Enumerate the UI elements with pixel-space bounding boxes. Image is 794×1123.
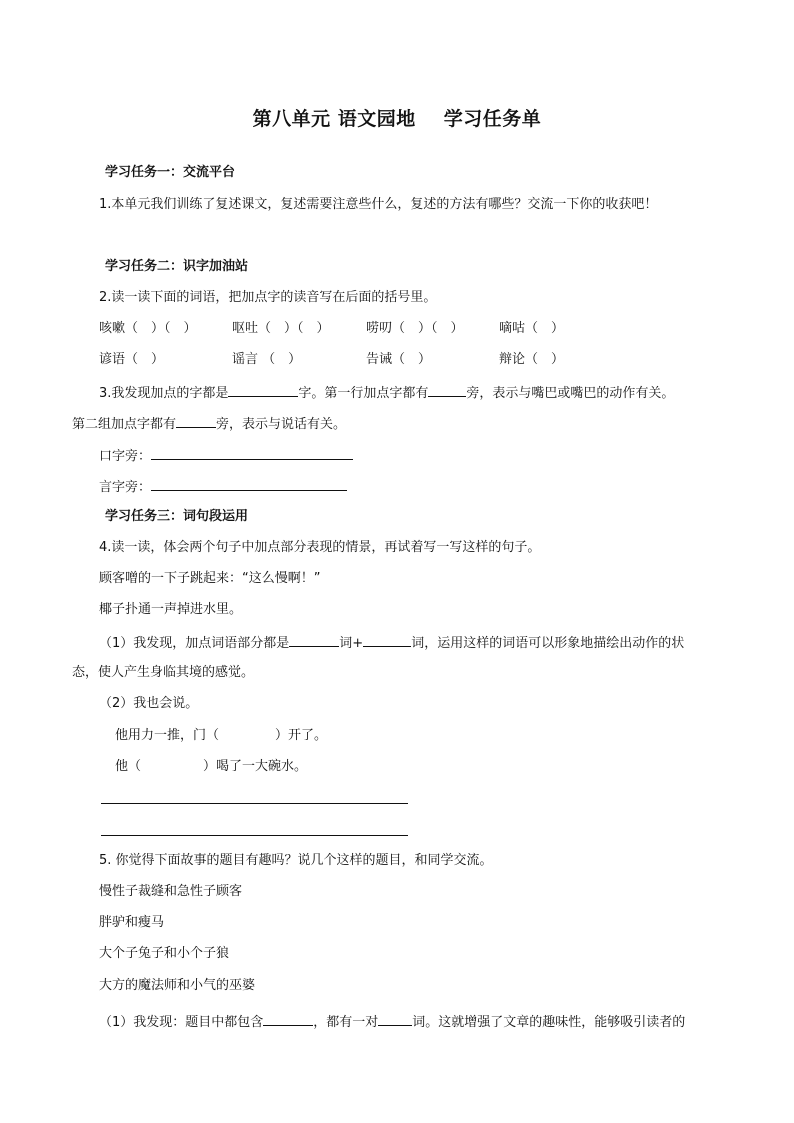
story-title: 慢性子裁缝和急性子顾客	[99, 884, 243, 899]
example-sentence: 顾客噌的一下子跳起来：“这么慢啊！”	[99, 571, 321, 586]
kou-radical-answer[interactable]	[151, 446, 353, 460]
word-item: 呕吐（ ）（ ）	[232, 321, 330, 336]
q3-text-d: 第二组加点字都有	[72, 417, 177, 432]
ex2-text-b: ）喝了一大碗水。	[203, 759, 308, 774]
word-item: 谚语（ ）	[99, 352, 165, 367]
title-worksheet: 学习任务单	[443, 108, 542, 130]
question-2: 2.读一读下面的词语，把加点字的读音写在后面的括号里。	[99, 290, 437, 305]
kou-radical-label: 口字旁：	[99, 449, 152, 464]
blank-field[interactable]	[289, 633, 339, 647]
answer-line[interactable]	[101, 803, 408, 804]
title-unit: 第八单元 语文园地	[252, 108, 416, 130]
p1-text-c: 词，运用这样的词语可以形象地描绘出动作的状	[411, 636, 685, 651]
p5-text-a: （1）我发现：题目中都包含	[99, 1015, 264, 1030]
p5-text-c: 词。这就增强了文章的趣味性，能够吸引读者的	[412, 1015, 686, 1030]
question-3	[99, 383, 674, 403]
ex2-text-a: 他（	[115, 759, 142, 774]
question-3-line2	[72, 414, 346, 434]
part-5-1	[99, 1012, 685, 1032]
yan-radical-answer[interactable]	[151, 477, 347, 491]
p1-text-a: （1）我发现，加点词语部分都是	[99, 636, 290, 651]
task1-heading: 学习任务一：交流平台	[105, 165, 236, 180]
blank-field[interactable]	[428, 383, 466, 397]
answer-line[interactable]	[101, 835, 408, 836]
page-title	[0, 104, 794, 131]
blank-field[interactable]	[228, 383, 298, 397]
practice-sentence-2	[115, 758, 307, 776]
task3-heading: 学习任务三：词句段运用	[105, 509, 249, 524]
example-sentence: 椰子扑通一声掉进水里。	[99, 602, 243, 617]
q3-text-e: 旁，表示与说话有关。	[216, 417, 347, 432]
task2-heading: 学习任务二：识字加油站	[105, 259, 249, 274]
practice-sentence-1	[115, 727, 327, 745]
q3-text-c: 旁，表示与嘴巴或嘴巴的动作有关。	[466, 386, 675, 401]
p1-text-b: 词+	[339, 636, 364, 651]
q3-text-b: 字。第一行加点字都有	[298, 386, 429, 401]
part-1	[99, 633, 684, 653]
blank-field[interactable]	[263, 1012, 313, 1026]
part-1-line2: 态，使人产生身临其境的感觉。	[72, 665, 255, 680]
story-title: 大方的魔法师和小气的巫婆	[99, 978, 256, 993]
word-item: 谣言 （ ）	[232, 352, 302, 367]
story-title: 胖驴和瘦马	[99, 915, 165, 930]
q3-text-a: 3.我发现加点的字都是	[99, 386, 229, 401]
word-item: 唠叨（ ）（ ）	[366, 321, 464, 336]
part-2: （2）我也会说。	[99, 696, 199, 711]
ex1-text-b: ）开了。	[275, 728, 328, 743]
blank-field[interactable]	[176, 414, 216, 428]
yan-radical-line	[99, 477, 347, 497]
ex1-text-a: 他用力一推，门（	[115, 728, 220, 743]
kou-radical-line	[99, 446, 353, 466]
question-5: 5. 你觉得下面故事的题目有趣吗？说几个这样的题目，和同学交流。	[99, 853, 493, 868]
story-title: 大个子兔子和小个子狼	[99, 946, 230, 961]
blank-field[interactable]	[363, 633, 411, 647]
blank-field[interactable]	[378, 1012, 412, 1026]
word-item: 辩论（ ）	[499, 352, 565, 367]
yan-radical-label: 言字旁：	[99, 480, 152, 495]
question-4: 4.读一读，体会两个句子中加点部分表现的情景，再试着写一写这样的句子。	[99, 540, 541, 555]
p5-text-b: ，都有一对	[313, 1015, 379, 1030]
word-item: 嘀咕（ ）	[499, 321, 565, 336]
question-1: 1.本单元我们训练了复述课文，复述需要注意些什么，复述的方法有哪些？交流一下你的收获吧！	[99, 197, 658, 212]
word-item: 咳嗽（ ）（ ）	[99, 321, 197, 336]
word-item: 告诫（ ）	[366, 352, 432, 367]
